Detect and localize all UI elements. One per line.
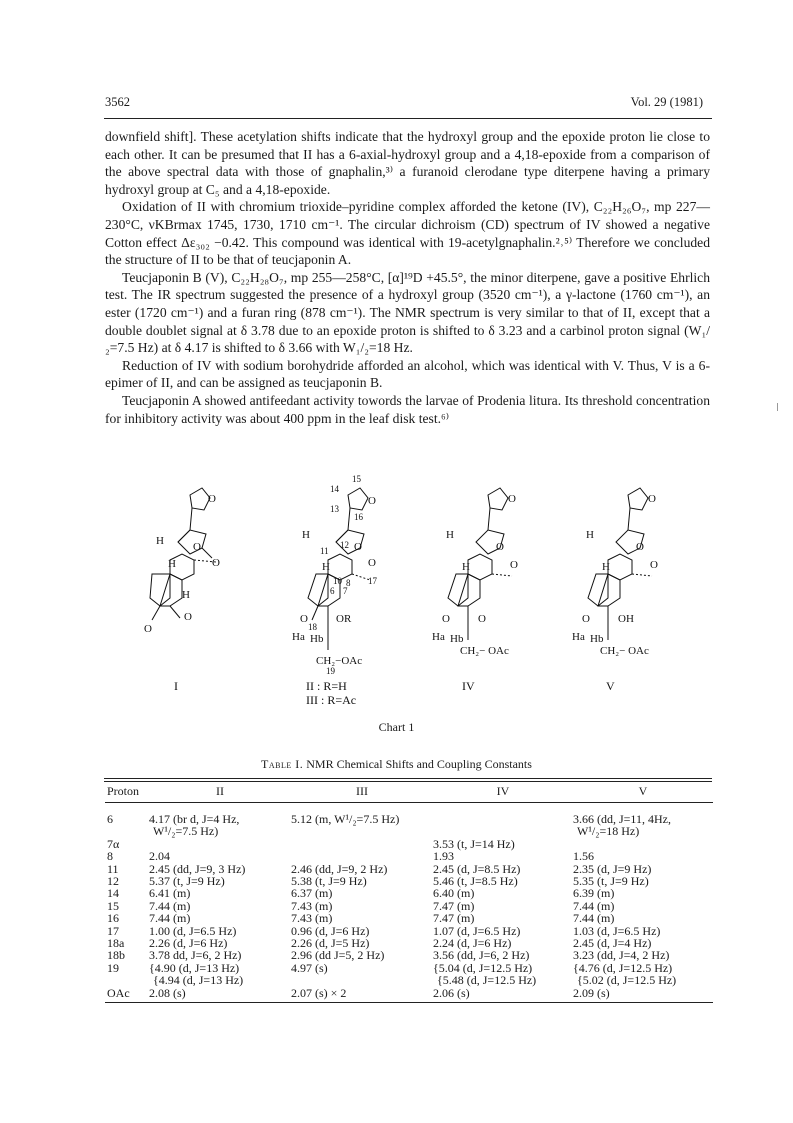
table-body — [105, 813, 713, 999]
shift-value: 3.78 dd, J=6, 2 Hz) — [149, 948, 242, 963]
svg-text:CH₂−OAc: CH₂−OAc — [316, 655, 363, 667]
table-row — [105, 813, 713, 838]
shift-value: {4.90 (d, J=13 Hz) — [149, 960, 240, 975]
table-row — [105, 838, 713, 850]
svg-text:H: H — [602, 561, 610, 573]
svg-text:O: O — [300, 613, 308, 625]
shift-value: 2.45 (d, J=8.5 Hz) — [433, 861, 521, 876]
nmr-table — [105, 780, 713, 1003]
shift-value: 1.00 (d, J=6.5 Hz) — [149, 923, 237, 938]
svg-text:Ha: Ha — [432, 631, 445, 643]
svg-text:Ha: Ha — [572, 631, 585, 643]
shift-cell — [149, 813, 291, 838]
shift-cell — [433, 987, 573, 999]
shift-value — [291, 850, 433, 862]
svg-text:O: O — [368, 495, 376, 507]
proton-cell: 8 — [107, 849, 113, 864]
col-III: III — [356, 783, 368, 798]
shift-cell — [149, 987, 291, 999]
table-top-rule — [104, 778, 712, 779]
proton-cell: 11 — [107, 861, 119, 876]
svg-text:H: H — [322, 561, 330, 573]
paragraph: Teucjaponin A showed antifeedant activity towords the larvae of Prodenia litura. Its threshold concentration for inhibitory activity was about 400 ppm in the leaf disk test.⁶⁾ — [105, 392, 710, 426]
proton-cell: 18b — [107, 948, 125, 963]
proton-cell: 12 — [107, 874, 119, 889]
table-caption-text: NMR Chemical Shifts and Coupling Constants — [306, 757, 532, 771]
svg-text:OR: OR — [336, 613, 352, 625]
proton-cell: 14 — [107, 886, 119, 901]
proton-cell: 7α — [107, 836, 120, 851]
svg-text:OH: OH — [618, 613, 634, 625]
structure-I-atoms — [144, 493, 220, 693]
table-caption — [0, 757, 793, 772]
svg-text:8: 8 — [346, 578, 351, 588]
chemical-structures-chart — [130, 470, 700, 715]
table-row — [105, 962, 713, 987]
table-bottom-rule — [105, 1002, 713, 1003]
shift-cell — [433, 813, 573, 838]
svg-text:CH₂− OAc: CH₂− OAc — [460, 645, 509, 657]
svg-text:17: 17 — [368, 576, 377, 586]
svg-text:O: O — [508, 493, 516, 505]
shift-value: 5.37 (t, J=9 Hz) — [149, 874, 225, 889]
shift-value: 3.66 (dd, J=11, 4Hz, — [573, 812, 671, 826]
svg-text:O: O — [636, 541, 644, 553]
table-header — [105, 780, 713, 802]
shift-value: 5.46 (t, J=8.5 Hz) — [433, 874, 518, 889]
shift-value: 2.45 (dd, J=9, 3 Hz) — [149, 861, 246, 876]
header-rule — [104, 118, 712, 119]
svg-text:O: O — [478, 613, 486, 625]
table-row — [105, 875, 713, 887]
proton-cell: 15 — [107, 898, 119, 913]
proton-cell: OAc — [107, 985, 130, 1000]
shift-value: 2.06 (s) — [433, 985, 470, 1000]
shift-value: 2.07 (s) × 2 — [291, 985, 347, 1000]
svg-text:O: O — [354, 541, 362, 553]
structure-II-III-atoms — [292, 474, 378, 707]
atom-O: O — [144, 623, 152, 635]
shift-cell — [433, 912, 573, 924]
shift-value — [149, 838, 291, 850]
shift-value: 6.40 (m) — [433, 886, 475, 901]
svg-text:12: 12 — [340, 540, 349, 550]
atom-O: O — [193, 541, 201, 553]
paragraph: downfield shift]. These acetylation shifts indicate that the hydroxyl group and the epoxide proton lie close to each other. It can be presumed that II has a 6-axial-hydroxyl group and a 4,18-epoxide from a comparison of the above spectral data with those of gnaphalin,³⁾ a furanoid clerodane type diterpene having a primary hydroxyl group at C₅ and a 4,18-epoxide. — [105, 129, 710, 197]
table-row — [105, 912, 713, 924]
page-number: 3562 — [105, 95, 130, 109]
shift-value: 7.43 (m) — [291, 898, 333, 913]
shift-cell — [291, 962, 433, 987]
shift-value: 7.44 (m) — [149, 898, 191, 913]
table-caption-prefix: Table I. — [261, 757, 304, 771]
svg-text:16: 16 — [354, 512, 363, 522]
col-V: V — [638, 783, 648, 798]
proton-cell: 17 — [107, 923, 119, 938]
shift-value: 4.97 (s) — [291, 960, 328, 975]
structure-IV-atoms — [432, 493, 518, 693]
shift-value: 1.93 — [433, 849, 454, 864]
shift-value: 6.41 (m) — [149, 886, 191, 901]
shift-cell — [291, 838, 433, 850]
atom-H: H — [156, 535, 164, 547]
structure-label-IV: IV — [462, 679, 475, 693]
svg-text:O: O — [582, 613, 590, 625]
structure-label-II: II : R=H — [306, 679, 347, 693]
svg-text:H: H — [302, 529, 310, 541]
shift-value: {4.94 (d, J=13 Hz) — [153, 973, 244, 988]
table-row — [105, 850, 713, 862]
shift-value: 7.47 (m) — [433, 911, 475, 926]
shift-value: 7.44 (m) — [573, 911, 615, 926]
svg-text:H: H — [586, 529, 594, 541]
svg-text:O: O — [496, 541, 504, 553]
col-proton: Proton — [107, 783, 140, 798]
shift-value — [291, 838, 433, 850]
shift-value: 2.35 (d, J=9 Hz) — [573, 861, 652, 876]
shift-value: 5.38 (t, J=9 Hz) — [291, 874, 367, 889]
shift-value: 2.96 (dd J=5, 2 Hz) — [291, 948, 385, 963]
svg-text:19: 19 — [326, 666, 335, 676]
shift-value: 2.46 (dd, J=9, 2 Hz) — [291, 861, 388, 876]
svg-text:H: H — [446, 529, 454, 541]
shift-cell — [291, 949, 433, 961]
shift-cell — [573, 850, 713, 862]
shift-value: 2.45 (d, J=4 Hz) — [573, 936, 652, 951]
shift-value: 1.56 — [573, 849, 594, 864]
atom-O: O — [208, 493, 216, 505]
svg-text:10: 10 — [333, 576, 342, 586]
atom-H: H — [168, 558, 176, 570]
svg-text:14: 14 — [330, 484, 339, 494]
shift-cell — [149, 962, 291, 987]
shift-value: 5.12 (m, W¹/₂=7.5 Hz) — [291, 812, 400, 826]
svg-text:Hb: Hb — [590, 633, 604, 645]
shift-cell — [433, 850, 573, 862]
table-header-rule — [105, 802, 713, 803]
svg-text:7: 7 — [343, 586, 348, 596]
shift-cell — [573, 887, 713, 899]
shift-value: 7.47 (m) — [433, 898, 475, 913]
shift-cell — [433, 838, 573, 850]
shift-value: 3.53 (t, J=14 Hz) — [433, 836, 515, 851]
shift-value: 5.35 (t, J=9 Hz) — [573, 874, 649, 889]
shift-value: W¹/₂=18 Hz) — [577, 824, 640, 839]
shift-cell — [149, 838, 291, 850]
shift-cell — [433, 949, 573, 961]
shift-cell — [573, 838, 713, 850]
shift-cell — [573, 949, 713, 961]
svg-text:O: O — [648, 493, 656, 505]
shift-value: 4.17 (br d, J=4 Hz, — [149, 812, 240, 826]
shift-value: 2.26 (d, J=5 Hz) — [291, 936, 370, 951]
shift-value: 2.08 (s) — [149, 985, 186, 1000]
svg-text:18: 18 — [308, 622, 317, 632]
shift-cell — [291, 912, 433, 924]
shift-value: {5.02 (d, J=12.5 Hz) — [577, 973, 677, 988]
table-row — [105, 987, 713, 999]
shift-value — [433, 813, 573, 825]
svg-text:Hb: Hb — [450, 633, 464, 645]
proton-cell: 6 — [107, 812, 113, 826]
svg-text:11: 11 — [320, 546, 329, 556]
paragraph: Teucjaponin B (V), C₂₂H₂₈O₇, mp 255—258°C, [α]¹⁹D +45.5°, the minor diterpene, gave a positive Ehrlich test. The IR spectrum suggested the presence of a hydroxyl group (3520 cm⁻¹), a γ-lactone (1760 cm⁻¹), an ester (1720 cm⁻¹) and a furan ring (878 cm⁻¹). The NMR spectrum is very similar to that of II, except that a double doublet signal at δ 3.78 due to an epoxide proton is shifted to δ 3.23 and a carbinol proton signal (W₁/₂=7.5 Hz) at δ 4.17 is shifted to δ 3.66 with W₁/₂=18 Hz. — [105, 269, 710, 356]
svg-text:H: H — [462, 561, 470, 573]
shift-value: 7.44 (m) — [573, 898, 615, 913]
shift-cell — [573, 912, 713, 924]
svg-text:O: O — [442, 613, 450, 625]
structure-V-atoms — [572, 493, 658, 693]
shift-cell — [291, 987, 433, 999]
structure-label-I: I — [174, 679, 178, 693]
paragraph: Oxidation of II with chromium trioxide–pyridine complex afforded the ketone (IV), C₂₂H₂₆O₇, mp 227—230°C, νKBrmax 1745, 1730, 1710 cm⁻¹. The circular dichroism (CD) spectrum of IV showed a negative Cotton effect Δε₃₀₂ −0.42. This compound was identical with 19-acetylgnaphalin.²˒⁵⁾ Therefore we concluded the structure of II to be that of teucjaponin A. — [105, 199, 710, 268]
shift-value: {5.04 (d, J=12.5 Hz) — [433, 960, 533, 975]
col-IV: IV — [496, 783, 510, 798]
structure-label-III: III : R=Ac — [306, 693, 357, 707]
shift-value: W¹/₂=7.5 Hz) — [153, 824, 219, 839]
shift-cell — [291, 850, 433, 862]
svg-text:CH₂− OAc: CH₂− OAc — [600, 645, 649, 657]
shift-cell — [149, 949, 291, 961]
shift-cell — [573, 962, 713, 987]
shift-value: 6.37 (m) — [291, 886, 333, 901]
margin-mark — [777, 403, 778, 411]
chart-caption: Chart 1 — [378, 720, 415, 734]
shift-cell — [291, 813, 433, 838]
svg-text:13: 13 — [330, 504, 339, 514]
shift-value: 1.07 (d, J=6.5 Hz) — [433, 923, 521, 938]
body-text — [105, 128, 710, 427]
shift-value — [573, 838, 713, 850]
svg-text:6: 6 — [330, 586, 335, 596]
table-row — [105, 887, 713, 899]
svg-text:O: O — [368, 557, 376, 569]
shift-value: 1.03 (d, J=6.5 Hz) — [573, 923, 661, 938]
col-II: II — [216, 783, 224, 798]
proton-cell: 16 — [107, 911, 119, 926]
shift-value: {4.76 (d, J=12.5 Hz) — [573, 960, 673, 975]
atom-O: O — [184, 611, 192, 623]
table-row — [105, 949, 713, 961]
paragraph: Reduction of IV with sodium borohydride afforded an alcohol, which was identical with V. Thus, V is a 6-epimer of II, and can be assigned as teucjaponin B. — [105, 357, 710, 391]
shift-cell — [291, 887, 433, 899]
shift-value: 2.24 (d, J=6 Hz) — [433, 936, 512, 951]
shift-value: 0.96 (d, J=6 Hz) — [291, 923, 370, 938]
shift-value: 2.04 — [149, 849, 170, 864]
table-row — [105, 900, 713, 912]
shift-cell — [149, 912, 291, 924]
atom-O: O — [212, 557, 220, 569]
shift-value: 2.26 (d, J=6 Hz) — [149, 936, 228, 951]
svg-text:Hb: Hb — [310, 633, 324, 645]
proton-cell: 18a — [107, 936, 125, 951]
shift-value: {5.48 (d, J=12.5 Hz) — [437, 973, 537, 988]
shift-value: 6.39 (m) — [573, 886, 615, 901]
proton-cell: 19 — [107, 960, 119, 975]
shift-value: 7.44 (m) — [149, 911, 191, 926]
shift-cell — [573, 813, 713, 838]
shift-cell — [433, 887, 573, 899]
shift-value: 3.23 (dd, J=4, 2 Hz) — [573, 948, 670, 963]
svg-text:Ha: Ha — [292, 631, 305, 643]
shift-cell — [433, 962, 573, 987]
shift-value: 2.09 (s) — [573, 985, 610, 1000]
svg-text:O: O — [650, 559, 658, 571]
atom-H: H — [182, 589, 190, 601]
journal-volume: Vol. 29 (1981) — [630, 95, 703, 109]
shift-value: 7.43 (m) — [291, 911, 333, 926]
shift-cell — [149, 850, 291, 862]
svg-text:O: O — [510, 559, 518, 571]
svg-text:15: 15 — [352, 474, 361, 484]
structure-label-V: V — [606, 679, 615, 693]
shift-cell — [573, 987, 713, 999]
shift-cell — [149, 887, 291, 899]
shift-value: 3.56 (dd, J=6, 2 Hz) — [433, 948, 530, 963]
